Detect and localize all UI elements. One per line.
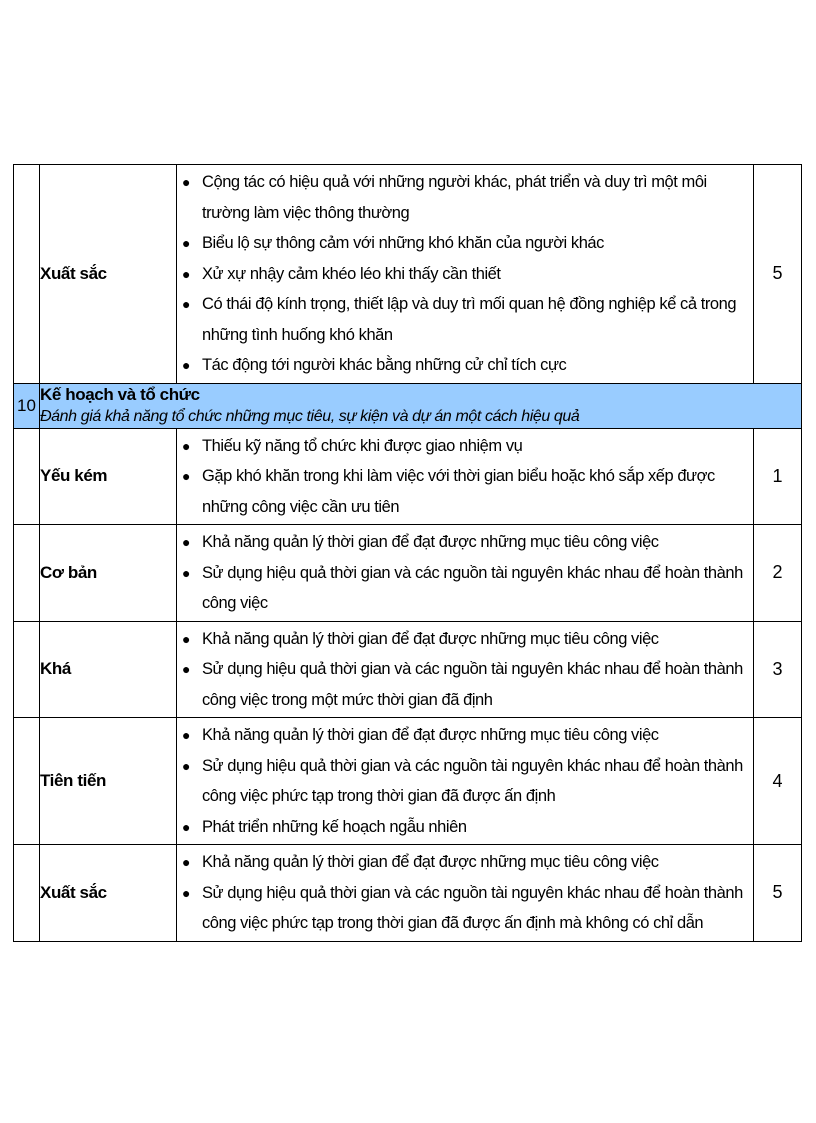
bullet-icon: ● <box>182 174 191 190</box>
list-item: ● Khả năng quản lý thời gian để đạt được những mục tiêu công việc <box>202 847 747 878</box>
score-value: 1 <box>754 428 802 525</box>
list-item: ● Phát triển những kế hoạch ngẫu nhiên <box>202 812 747 843</box>
score-value: 5 <box>754 845 802 942</box>
list-item: ● Khả năng quản lý thời gian để đạt được những mục tiêu công việc <box>202 720 747 751</box>
list-item: ● Khả năng quản lý thời gian để đạt được những mục tiêu công việc <box>202 624 747 655</box>
criteria-list <box>177 718 753 844</box>
criteria-cell <box>177 621 754 718</box>
bullet-icon: ● <box>182 818 191 835</box>
table-row <box>14 718 802 845</box>
list-item: ● Sử dụng hiệu quả thời gian và các nguồn tài nguyên khác nhau để hoàn thành công việc trong một mức thời gian đã định <box>202 654 747 715</box>
list-item: ● Cộng tác có hiệu quả với những người khác, phát triển và duy trì một môi trường làm việc thông thường <box>202 167 747 228</box>
criteria-list <box>177 525 753 621</box>
empty-number-cell <box>14 428 40 525</box>
criteria-cell <box>177 845 754 942</box>
table-row <box>14 621 802 718</box>
empty-number-cell <box>14 525 40 622</box>
bullet-icon: ● <box>182 564 191 581</box>
criteria-list <box>177 429 753 525</box>
bullet-icon: ● <box>182 296 191 312</box>
list-item: ● Thiếu kỹ năng tổ chức khi được giao nhiệm vụ <box>202 431 747 462</box>
level-label: Xuất sắc <box>40 845 177 942</box>
bullet-icon: ● <box>182 630 191 647</box>
list-item: ● Gặp khó khăn trong khi làm việc với thời gian biểu hoặc khó sắp xếp được những công việc cần ưu tiên <box>202 461 747 522</box>
table-row <box>14 165 802 384</box>
list-item: ● Khả năng quản lý thời gian để đạt được những mục tiêu công việc <box>202 527 747 558</box>
bullet-icon: ● <box>182 437 191 454</box>
level-label: Tiên tiến <box>40 718 177 845</box>
criteria-list <box>177 622 753 718</box>
level-label: Cơ bản <box>40 525 177 622</box>
bullet-icon: ● <box>182 757 191 774</box>
criteria-list <box>177 845 753 941</box>
bullet-icon: ● <box>182 235 191 251</box>
section-text-cell <box>40 383 802 428</box>
score-value: 4 <box>754 718 802 845</box>
list-item: ● Sử dụng hiệu quả thời gian và các nguồn tài nguyên khác nhau để hoàn thành công việc <box>202 558 747 619</box>
criteria-list <box>177 165 753 383</box>
criteria-cell <box>177 428 754 525</box>
section-title: Kế hoạch và tổ chức <box>40 384 200 404</box>
level-label: Xuất sắc <box>40 165 177 384</box>
list-item: ● Xử xự nhậy cảm khéo léo khi thấy cần thiết <box>202 259 747 290</box>
competency-table <box>13 164 802 942</box>
list-item: ● Tác động tới người khác bằng những cử chỉ tích cực <box>202 350 747 381</box>
section-header-row <box>14 383 802 428</box>
table-row <box>14 525 802 622</box>
list-item: ● Biểu lộ sự thông cảm với những khó khăn của người khác <box>202 228 747 259</box>
table-row <box>14 428 802 525</box>
empty-number-cell <box>14 718 40 845</box>
section-number: 10 <box>14 383 40 428</box>
level-label: Yếu kém <box>40 428 177 525</box>
list-item: ● Sử dụng hiệu quả thời gian và các nguồn tài nguyên khác nhau để hoàn thành công việc phức tạp trong thời gian đã được ấn định mà không có chỉ dẫn <box>202 878 747 939</box>
level-label: Khá <box>40 621 177 718</box>
list-item: ● Có thái độ kính trọng, thiết lập và duy trì mối quan hệ đồng nghiệp kể cả trong những tình huống khó khăn <box>202 289 747 350</box>
bullet-icon: ● <box>182 468 191 484</box>
empty-number-cell <box>14 621 40 718</box>
bullet-icon: ● <box>182 534 191 550</box>
score-value: 5 <box>754 165 802 384</box>
criteria-cell <box>177 718 754 845</box>
criteria-cell <box>177 165 754 384</box>
bullet-icon: ● <box>182 884 191 901</box>
bullet-icon: ● <box>182 727 191 743</box>
bullet-icon: ● <box>182 357 191 373</box>
score-value: 3 <box>754 621 802 718</box>
score-value: 2 <box>754 525 802 622</box>
empty-number-cell <box>14 845 40 942</box>
empty-number-cell <box>14 165 40 384</box>
bullet-icon: ● <box>182 265 191 282</box>
bullet-icon: ● <box>182 854 191 870</box>
section-description: Đánh giá khả năng tổ chức những mục tiêu, sự kiện và dự án một cách hiệu quả <box>40 407 580 425</box>
table-row <box>14 845 802 942</box>
criteria-cell <box>177 525 754 622</box>
list-item: ● Sử dụng hiệu quả thời gian và các nguồn tài nguyên khác nhau để hoàn thành công việc phức tạp trong thời gian đã được ấn định <box>202 751 747 812</box>
bullet-icon: ● <box>182 661 191 677</box>
